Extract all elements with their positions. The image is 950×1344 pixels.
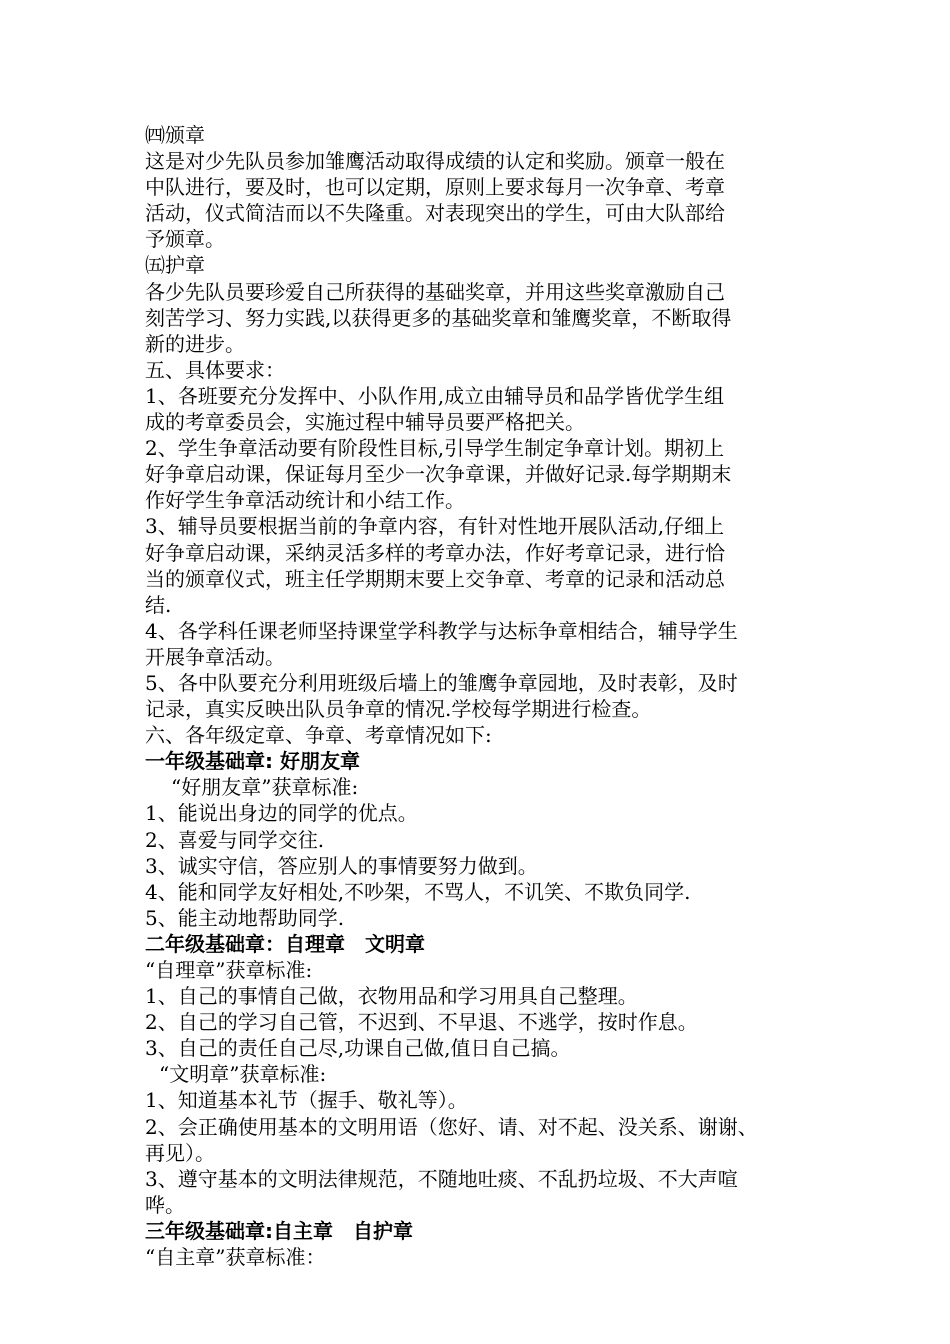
list-item-line: 4、各学科任课老师坚持课堂学科教学与达标争章相结合，辅导学生 (145, 618, 738, 643)
paragraph-line: 刻苦学习、努力实践,以获得更多的基础奖章和雏鹰奖章，不断取得 (145, 305, 732, 330)
list-item-line: 3、辅导员要根据当前的争章内容，有针对性地开展队活动,仔细上 (145, 514, 725, 539)
list-item-line: 2、喜爱与同学交往. (145, 827, 325, 852)
list-item-line: 2、会正确使用基本的文明用语（您好、请、对不起、没关系、谢谢、 (145, 1114, 758, 1139)
list-item-line: 4、能和同学友好相处,不吵架，不骂人，不讥笑、不欺负同学. (145, 879, 691, 904)
list-item-line: 3、遵守基本的文明法律规范，不随地吐痰、不乱扔垃圾、不大声喧 (145, 1166, 738, 1191)
paragraph-line: 各少先队员要珍爱自己所获得的基础奖章，并用这些奖章激励自己 (145, 279, 725, 304)
list-item-line: 当的颁章仪式，班主任学期期末要上交争章、考章的记录和活动总 (145, 566, 725, 591)
list-item-line: 哗。 (145, 1192, 185, 1217)
section-heading-requirements: 五、具体要求： (145, 357, 285, 382)
paragraph-line: 中队进行，要及时，也可以定期，原则上要求每月一次争章、考章 (145, 175, 725, 200)
paragraph-line: 新的进步。 (145, 331, 245, 356)
list-item-line: 5、各中队要充分利用班级后墙上的雏鹰争章园地，及时表彰，及时 (145, 670, 738, 695)
list-item-line: 结. (145, 592, 172, 617)
section-heading-protect: ㈤护章 (145, 253, 205, 278)
list-item-line: 3、自己的责任自己尽,功课自己做,值日自己搞。 (145, 1036, 571, 1061)
badge-standard-heading: “自主章”获章标准： (145, 1245, 326, 1270)
grade-3-heading: 三年级基础章:自主章 自护章 (145, 1218, 413, 1243)
paragraph-line: 这是对少先队员参加雏鹰活动取得成绩的认定和奖励。颁章一般在 (145, 149, 725, 174)
paragraph-line: 活动，仪式简洁而以不失隆重。对表现突出的学生，可由大队部给 (145, 201, 725, 226)
list-item-line: 3、诚实守信，答应别人的事情要努力做到。 (145, 853, 538, 878)
list-item-line: 好争章启动课，采纳灵活多样的考章办法，作好考章记录，进行恰 (145, 540, 725, 565)
list-item-line: 1、知道基本礼节（握手、敬礼等）。 (145, 1088, 468, 1113)
list-item-line: 成的考章委员会，实施过程中辅导员要严格把关。 (145, 410, 585, 435)
list-item-line: 再见）。 (145, 1140, 215, 1165)
badge-standard-heading: “文明章”获章标准: (159, 1062, 327, 1087)
grade-1-heading: 一年级基础章: 好朋友章 (145, 749, 360, 774)
list-item-line: 好争章启动课，保证每月至少一次争章课，并做好记录.每学期期末 (145, 462, 732, 487)
grade-2-heading: 二年级基础章：自理章 文明章 (145, 931, 425, 956)
list-item-line: 作好学生争章活动统计和小结工作。 (145, 488, 465, 513)
badge-standard-heading: “自理章”获章标准: (145, 958, 313, 982)
section-heading-award: ㈣颁章 (145, 123, 205, 147)
list-item-line: 2、自己的学习自己管，不迟到、不早退、不逃学，按时作息。 (145, 1010, 698, 1035)
section-heading-grades: 六、各年级定章、争章、考章情况如下: (145, 723, 492, 748)
list-item-line: 1、能说出身边的同学的优点。 (145, 801, 418, 826)
paragraph-line: 予颁章。 (145, 227, 225, 252)
badge-standard-heading: “好朋友章”获章标准: (171, 775, 359, 800)
list-item-line: 1、自己的事情自己做，衣物用品和学习用具自己整理。 (145, 984, 638, 1009)
list-item-line: 1、各班要充分发挥中、小队作用,成立由辅导员和品学皆优学生组 (145, 383, 725, 408)
document-page (145, 122, 830, 1270)
list-item-line: 记录，真实反映出队员争章的情况.学校每学期进行检查。 (145, 697, 652, 722)
list-item-line: 5、能主动地帮助同学. (145, 905, 345, 930)
list-item-line: 2、学生争章活动要有阶段性目标,引导学生制定争章计划。期初上 (145, 436, 725, 461)
list-item-line: 开展争章活动。 (145, 644, 285, 669)
